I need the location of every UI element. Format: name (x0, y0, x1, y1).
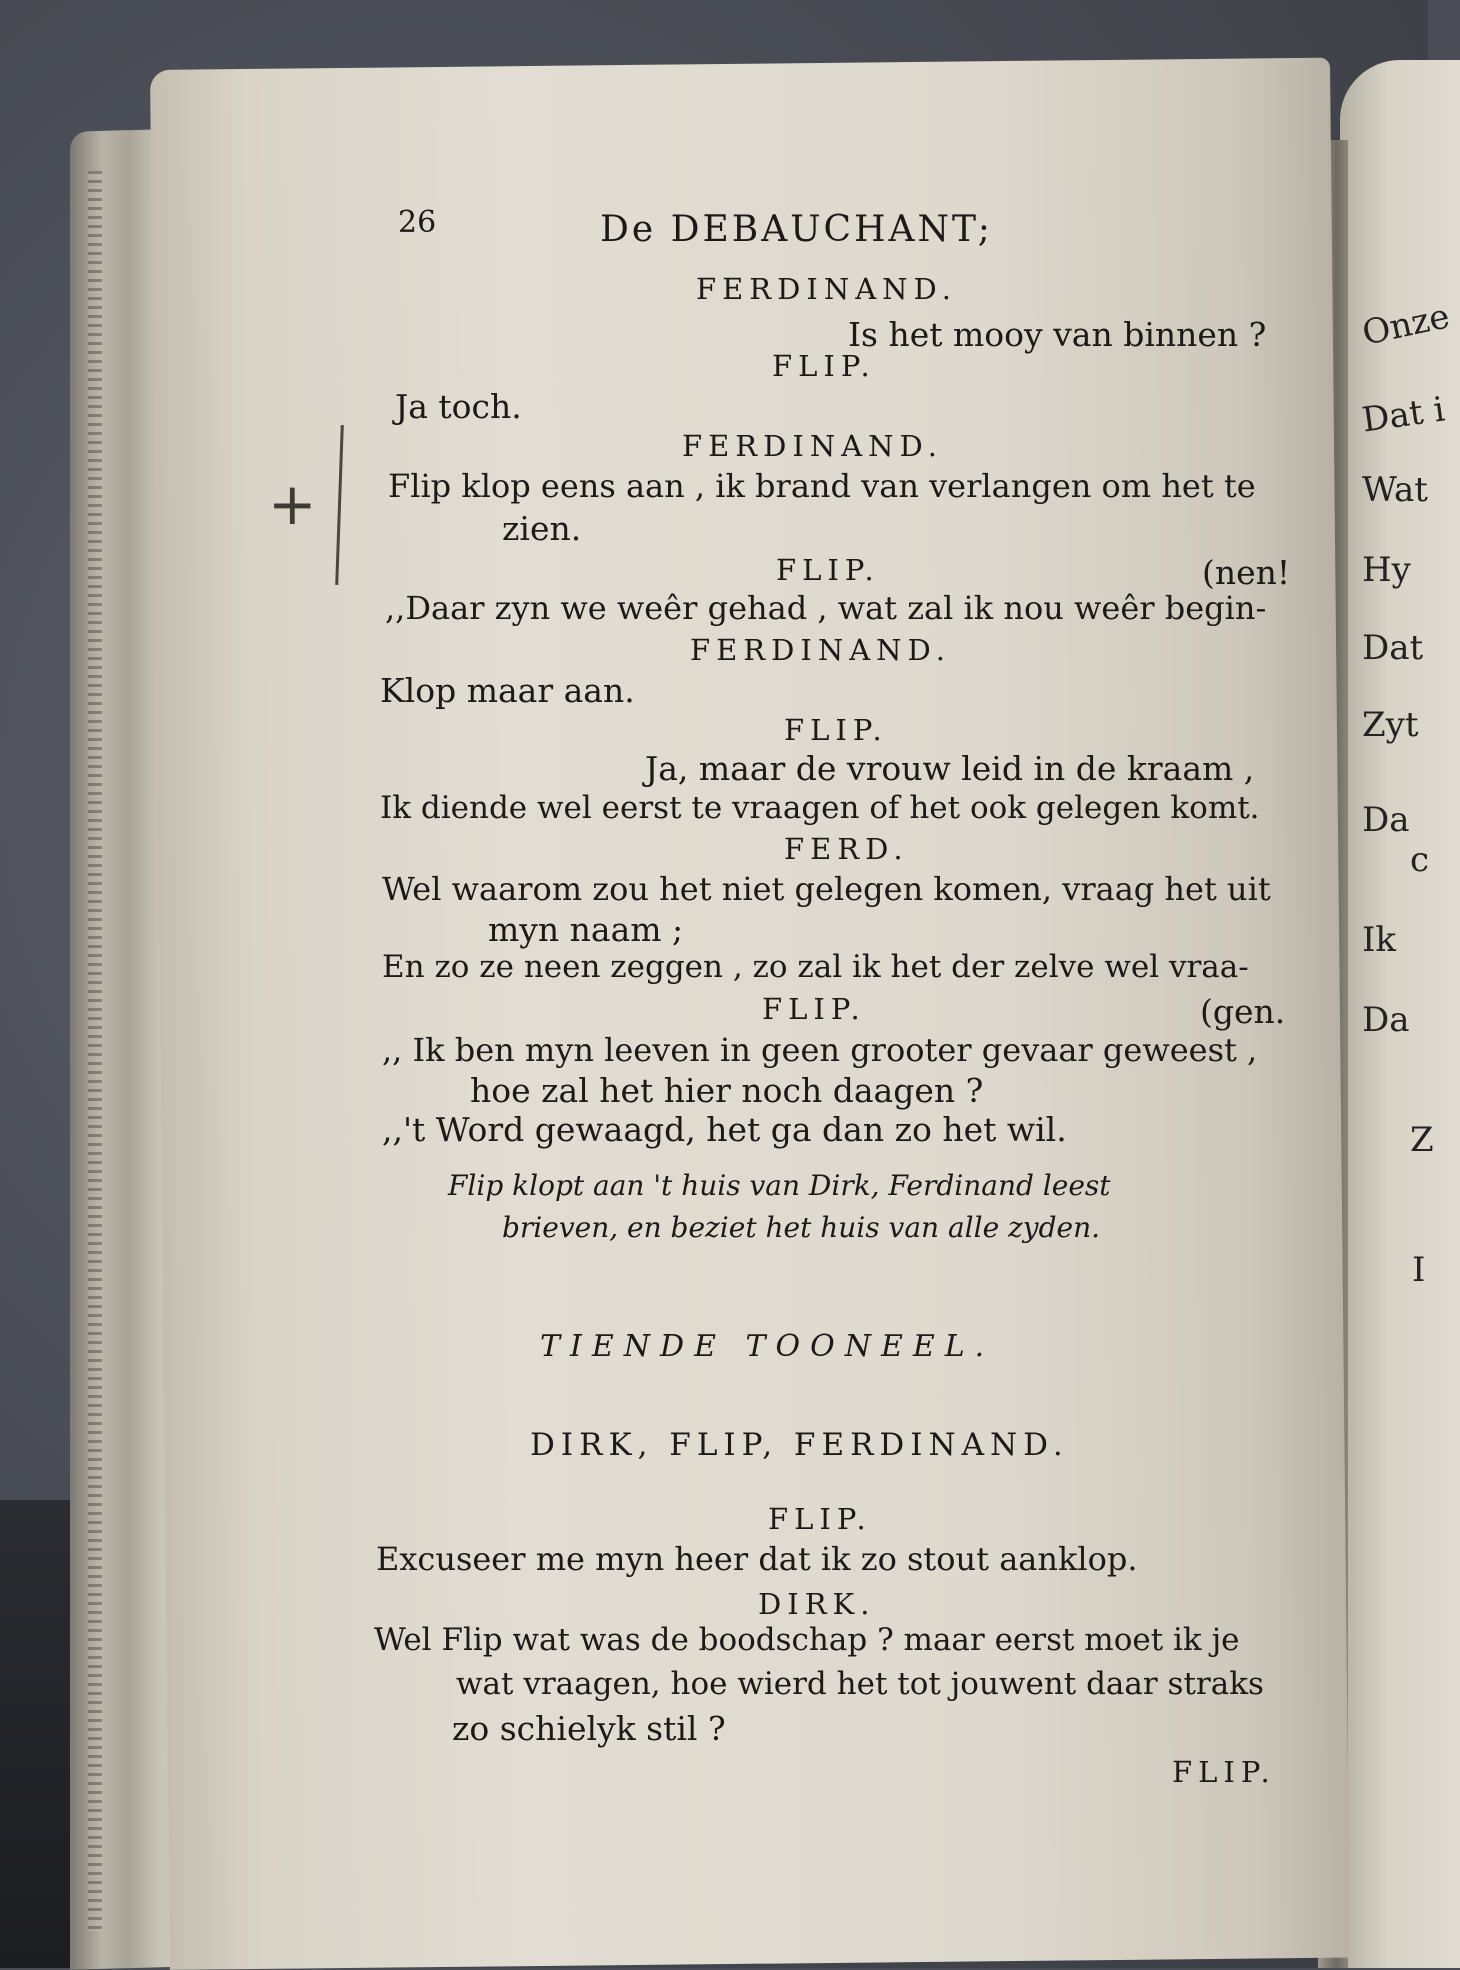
stage-direction: Flip klopt aan 't huis van Dirk, Ferdinand leest (448, 1169, 1111, 1202)
verse-line: En zo ze neen zeggen , zo zal ik het der zelve wel vraa- (382, 949, 1249, 985)
verse-line: zien. (502, 509, 582, 548)
verse-line: zo schielyk stil ? (452, 1709, 726, 1748)
verse-line: Ja, maar de vrouw leid in de kraam , (645, 749, 1255, 788)
facing-page-word: Wat (1362, 470, 1428, 510)
speaker-name: FLIP. (784, 713, 888, 747)
verse-line: hoe zal het hier noch daagen ? (470, 1071, 984, 1110)
verse-line: Wel waarom zou het niet gelegen komen, vraag het uit (382, 870, 1271, 908)
speaker-name: FERDINAND. (696, 272, 957, 306)
facing-page-word: Ik (1362, 920, 1397, 960)
speaker-name: FLIP. (776, 553, 880, 587)
facing-page-word: Da (1362, 800, 1410, 840)
verse-line: Is het mooy van binnen ? (848, 315, 1267, 354)
verse-line: ,, Ik ben myn leeven in geen grooter gevaar geweest , (382, 1031, 1258, 1069)
turnover-fragment: (gen. (1200, 992, 1286, 1031)
speaker-name: FERDINAND. (690, 633, 951, 667)
speaker-name: FLIP. (762, 992, 866, 1026)
facing-page-word: Da (1362, 1000, 1410, 1040)
speaker-name: FERDINAND. (682, 429, 943, 463)
scene-heading: TIENDE TOONEEL. (540, 1329, 995, 1364)
verse-line: Excuseer me myn heer dat ik zo stout aanklop. (376, 1540, 1138, 1578)
facing-page-word: Hy (1362, 550, 1411, 590)
stage-direction: brieven, en beziet het huis van alle zyden. (502, 1211, 1101, 1244)
verse-line: Wel Flip wat was de boodschap ? maar eerst moet ik je (374, 1622, 1240, 1658)
speaker-name: FERD. (784, 832, 909, 866)
margin-cross-mark: + (268, 470, 317, 538)
facing-page-word: I (1412, 1250, 1426, 1290)
facing-page-word: Z (1410, 1120, 1434, 1160)
facing-page-word: Onze (1358, 296, 1454, 354)
verse-line: Klop maar aan. (380, 671, 635, 710)
page-number: 26 (398, 205, 437, 240)
verse-line: wat vraagen, hoe wierd het tot jouwent daar straks (456, 1666, 1264, 1702)
verse-line: Ik diende wel eerst te vraagen of het ook gelegen komt. (380, 790, 1260, 826)
cast-list: DIRK, FLIP, FERDINAND. (530, 1427, 1069, 1463)
catchword: FLIP. (1172, 1755, 1276, 1789)
verse-line: Ja toch. (395, 387, 522, 426)
facing-page-word: Zyt (1362, 705, 1419, 745)
speaker-name: FLIP. (772, 349, 876, 383)
turnover-fragment: (nen! (1202, 553, 1291, 592)
verse-line: ,,'t Word gewaagd, het ga dan zo het wil. (382, 1110, 1067, 1149)
verse-line: Flip klop eens aan , ik brand van verlangen om het te (388, 467, 1256, 505)
facing-page-word: Dat (1362, 628, 1424, 668)
verse-line: ,,Daar zyn we weêr gehad , wat zal ik nou weêr begin- (385, 589, 1267, 627)
running-title: De DEBAUCHANT; (600, 209, 993, 250)
facing-page-word: Dat i (1359, 389, 1448, 441)
speaker-name: FLIP. (768, 1502, 872, 1536)
verse-line: myn naam ; (488, 910, 684, 949)
facing-page-word: c (1410, 840, 1430, 880)
speaker-name: DIRK. (758, 1587, 876, 1621)
